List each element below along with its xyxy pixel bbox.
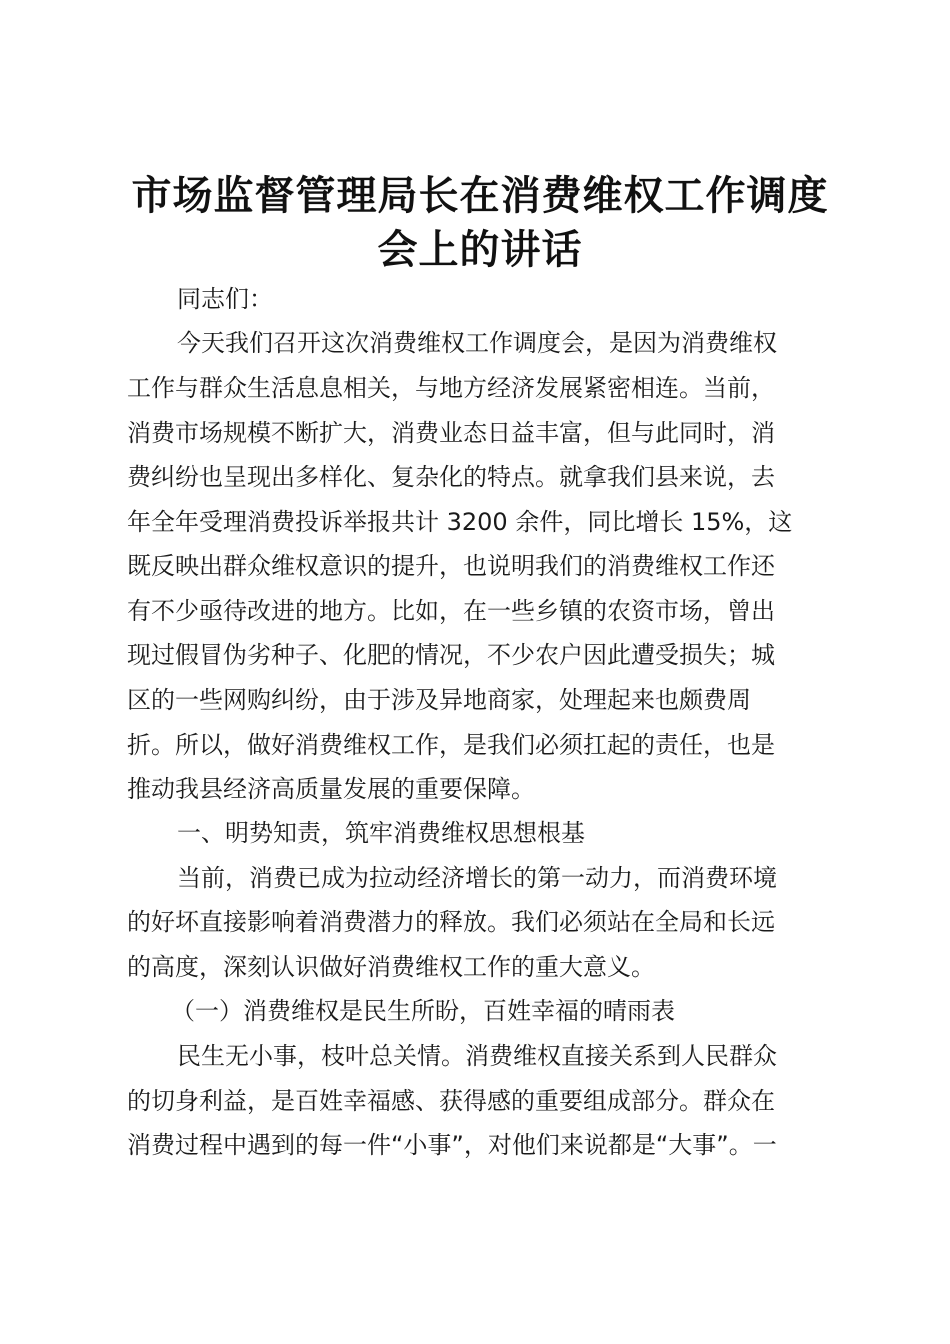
subsection-heading-1: （一）消费维权是民生所盼，百姓幸福的晴雨表 xyxy=(171,997,675,1025)
paragraph-1-line: 现过假冒伪劣种子、化肥的情况，不少农户因此遭受损失；城 xyxy=(127,641,775,669)
paragraph-1-line: 消费市场规模不断扩大，消费业态日益丰富，但与此同时，消 xyxy=(127,419,775,447)
paragraph-2-line: 的高度，深刻认识做好消费维权工作的重大意义。 xyxy=(127,953,655,981)
paragraph-2-line: 的好坏直接影响着消费潜力的释放。我们必须站在全局和长远 xyxy=(127,908,775,936)
paragraph-1-line: 折。所以，做好消费维权工作，是我们必须扛起的责任，也是 xyxy=(127,731,775,759)
paragraph-1-line: 费纠纷也呈现出多样化、复杂化的特点。就拿我们县来说，去 xyxy=(127,463,775,491)
paragraph-1-line: 今天我们召开这次消费维权工作调度会，是因为消费维权 xyxy=(177,329,777,357)
section-heading-1: 一、明势知责，筑牢消费维权思想根基 xyxy=(177,819,585,847)
paragraph-3-line: 民生无小事，枝叶总关情。消费维权直接关系到人民群众 xyxy=(177,1042,777,1070)
document-title-line-2: 会上的讲话 xyxy=(377,226,583,273)
salutation: 同志们： xyxy=(177,285,273,313)
document-title-line-1: 市场监督管理局长在消费维权工作调度 xyxy=(131,172,829,219)
paragraph-1-line: 工作与群众生活息息相关，与地方经济发展紧密相连。当前， xyxy=(127,374,775,402)
paragraph-1-line: 推动我县经济高质量发展的重要保障。 xyxy=(127,775,535,803)
paragraph-1-line: 有不少亟待改进的地方。比如，在一些乡镇的农资市场，曾出 xyxy=(127,597,775,625)
paragraph-2-line: 当前，消费已成为拉动经济增长的第一动力，而消费环境 xyxy=(177,864,777,892)
paragraph-1-line: 既反映出群众维权意识的提升，也说明我们的消费维权工作还 xyxy=(127,552,775,580)
paragraph-3-line: 消费过程中遇到的每一件“小事”，对他们来说都是“大事”。一 xyxy=(127,1131,777,1159)
paragraph-1-line: 区的一些网购纠纷，由于涉及异地商家，处理起来也颇费周 xyxy=(127,686,751,714)
paragraph-1-line: 年全年受理消费投诉举报共计 3200 余件，同比增长 15%，这 xyxy=(127,508,793,536)
paragraph-3-line: 的切身利益，是百姓幸福感、获得感的重要组成部分。群众在 xyxy=(127,1087,775,1115)
